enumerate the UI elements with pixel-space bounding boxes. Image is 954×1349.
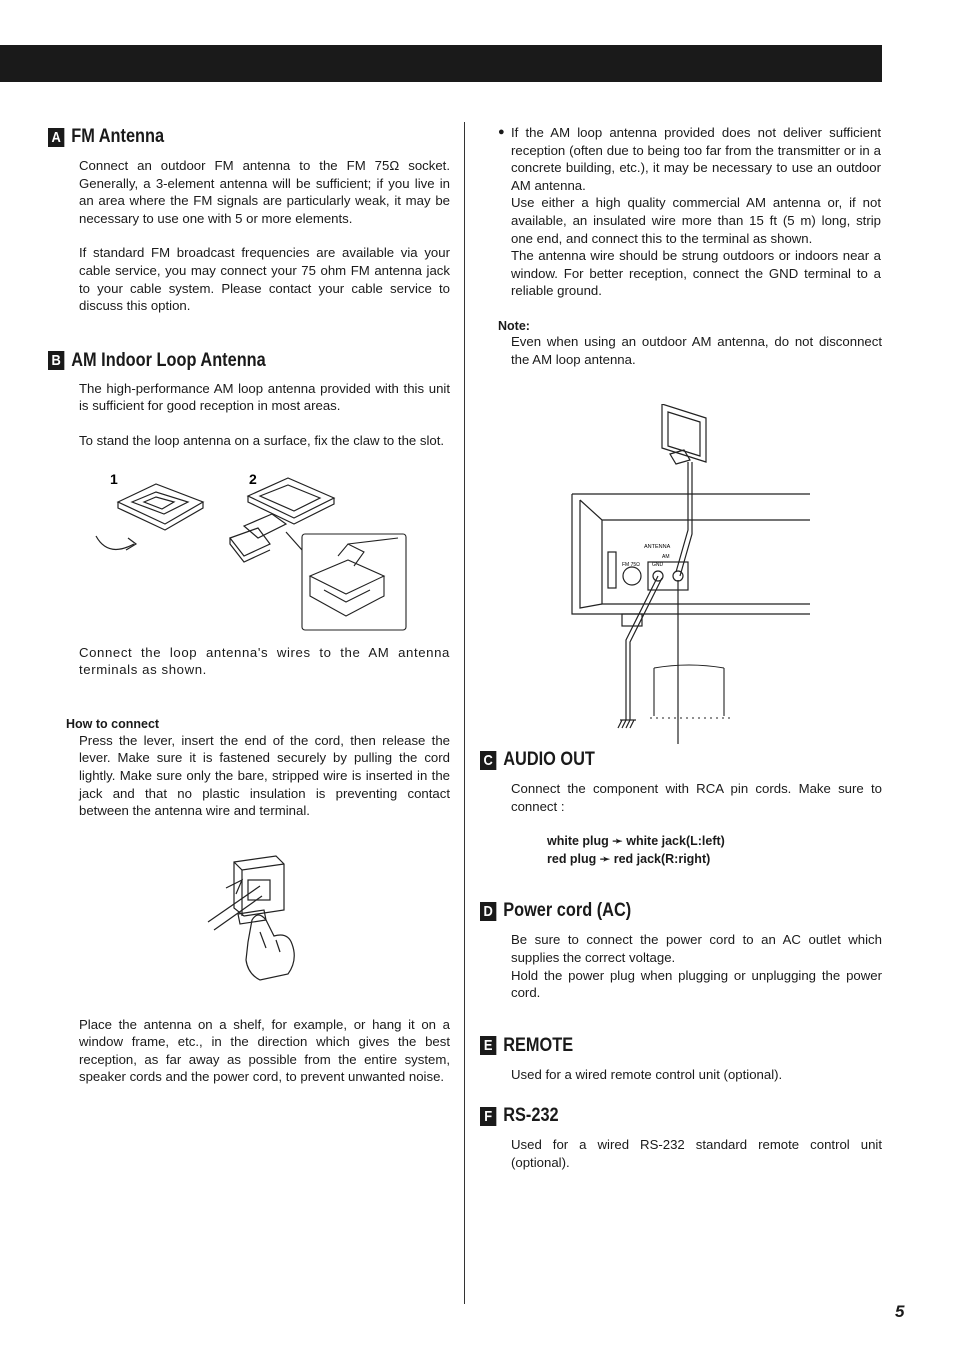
- am-outdoor-block: [480, 124, 882, 300]
- section-a-heading: [48, 124, 394, 150]
- label-antenna: ANTENNA: [644, 544, 671, 551]
- section-badge: F: [480, 1107, 496, 1126]
- section-b-connect: [79, 644, 450, 679]
- section-d-body: [511, 931, 882, 1001]
- how-to-connect-title: How to connect: [66, 716, 160, 731]
- loop-antenna-figure: [48, 466, 450, 638]
- section-title: RS-232: [503, 1105, 559, 1127]
- paragraph: Even when using an outdoor AM antenna, do not disconnect the AM loop antenna.: [511, 333, 882, 367]
- paragraph: To stand the loop antenna on a surface, fix the claw to the slot.: [79, 432, 445, 448]
- section-f-heading: [480, 1103, 826, 1129]
- unit-rear-panel: [572, 494, 810, 626]
- claw-detail-inset: [302, 534, 406, 630]
- terminal-icon: [234, 856, 284, 924]
- section-title: REMOTE: [503, 1034, 574, 1056]
- paragraph: The high-performance AM loop antenna provided with this unit is sufficient for good reception in most areas.: [79, 380, 450, 414]
- paragraph: Used for a wired RS-232 standard remote control unit (optional).: [511, 1137, 882, 1170]
- section-title: Power cord (AC): [503, 900, 632, 922]
- loop-antenna-icon: [662, 404, 706, 464]
- section-e-heading: [480, 1033, 826, 1059]
- how-to-connect-body: [79, 732, 450, 820]
- header-bar: [0, 45, 882, 82]
- antenna-wires: [618, 462, 692, 744]
- note-body: [511, 333, 882, 368]
- plug-mapping: [547, 832, 882, 868]
- section-title: FM Antenna: [71, 126, 165, 147]
- paragraph: If standard FM broadcast frequencies are available via your cable service, you may connect your 75 ohm FM antenna jack to your cable system. Please contact your cable service to discuss this option.: [79, 245, 450, 314]
- paragraph: Used for a wired remote control unit (optional).: [511, 1066, 783, 1082]
- bullet-icon: ●: [498, 126, 505, 138]
- section-d-heading: [480, 898, 826, 924]
- wire-insert-icon: [208, 880, 262, 930]
- terminal-connect-figure: [48, 850, 450, 982]
- paragraph: Connect an outdoor FM antenna to the FM 75Ω socket. Generally, a 3-element antenna will be sufficient; if you live in an area where the FM signals are particularly weak, it may be necessary to use one with 5 or more elements.: [79, 158, 450, 226]
- paragraph: If the AM loop antenna provided does not deliver sufficient reception (often due to being too far from the transmitter or in a concrete building, etc.), it may be necessary to use an outdoor AM antenna.: [511, 125, 881, 193]
- paragraph: Use either a high quality commercial AM antenna or, if not available, an insulated wire more than 15 ft (5 m) long, strip one end, and connect this to the terminal as shown.: [511, 195, 881, 246]
- note-title: Note:: [498, 318, 530, 333]
- right-column: [480, 124, 882, 1171]
- section-c-body: [511, 780, 882, 815]
- outdoor-antenna-figure: [480, 404, 882, 744]
- section-badge: B: [48, 351, 64, 370]
- section-title: AUDIO OUT: [503, 749, 595, 771]
- label-fm: FM 75Ω: [622, 562, 640, 569]
- column-divider: [464, 122, 465, 1304]
- section-a-body: [79, 157, 450, 315]
- section-badge: A: [48, 128, 64, 147]
- section-e-body: [511, 1066, 882, 1084]
- paragraph: Press the lever, insert the end of the cord, then release the lever. Make sure it is fastened securely by pulling the cord lightly. Make sure only the bare, stripped wire is inserted in the jack and that no plastic insulation is preventing contact between the antenna wire and terminal.: [79, 732, 450, 819]
- am-outdoor-text: [511, 124, 881, 300]
- loop-antenna-standing-icon: [230, 478, 334, 562]
- paragraph: Connect the loop antenna's wires to the AM antenna terminals as shown.: [79, 644, 450, 678]
- label-am: AM: [662, 554, 670, 561]
- section-b-heading: [48, 348, 394, 374]
- paragraph: Be sure to connect the power cord to an AC outlet which supplies the correct voltage.: [511, 932, 882, 965]
- outdoor-ground-icon: [650, 665, 730, 718]
- section-badge: E: [480, 1036, 496, 1055]
- section-c-heading: [480, 747, 826, 773]
- section-f-body: [511, 1136, 882, 1171]
- paragraph: The antenna wire should be strung outdoors or indoors near a window. For better reception, connect the GND terminal to a reliable ground.: [511, 248, 881, 299]
- paragraph: Hold the power plug when plugging or unplugging the power cord.: [511, 967, 882, 1001]
- figure-label-1: 1: [110, 470, 118, 487]
- figure-label-2: 2: [249, 470, 257, 487]
- section-b-placement: [79, 1016, 450, 1086]
- section-badge: C: [480, 751, 496, 770]
- section-title: AM Indoor Loop Antenna: [71, 349, 266, 371]
- page-number: 5: [895, 1302, 905, 1321]
- paragraph: Connect the component with RCA pin cords. Make sure to connect :: [511, 781, 882, 814]
- mapping-white: white plug ➛ white jack(L:left): [547, 834, 725, 849]
- paragraph: Place the antenna on a shelf, for example, or hang it on a window frame, etc., in the direction which gives the best reception, as far away as possible from the entire system, speaker cords and the power cord, to prevent unwanted noise.: [79, 1016, 450, 1085]
- section-badge: D: [480, 902, 496, 921]
- finger-press-icon: [246, 915, 294, 980]
- mapping-red: red plug ➛ red jack(R:right): [547, 852, 711, 867]
- left-column: [48, 124, 450, 1086]
- loop-antenna-flat-icon: [96, 484, 203, 550]
- section-b-body: [79, 380, 450, 450]
- label-gnd: GND: [652, 562, 664, 569]
